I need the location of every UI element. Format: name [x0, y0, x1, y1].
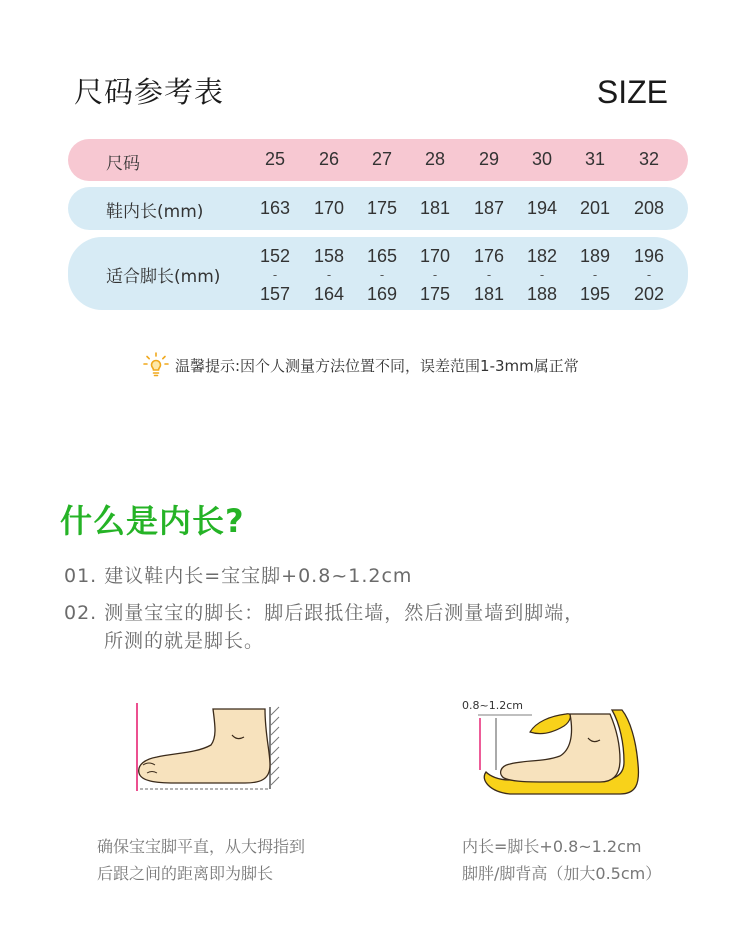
range-dash: - — [539, 268, 545, 282]
size-cell: 26 — [318, 149, 340, 169]
inner-length-row-label: 鞋内长(mm) — [106, 202, 204, 222]
section-title: 什么是内长? — [60, 502, 245, 540]
right-caption — [462, 833, 661, 887]
fit-min-cell: 152 — [259, 246, 291, 266]
note-2: 02. 测量宝宝的脚长：脚后跟抵住墙，然后测量墙到脚端， — [64, 602, 585, 624]
fit-min-cell: 170 — [419, 246, 451, 266]
inner-length-cell: 175 — [366, 198, 398, 218]
left-caption-line-1: 确保宝宝脚平直，从大拇指到 — [97, 837, 306, 856]
range-dash: - — [486, 268, 492, 282]
inner-length-cell: 201 — [579, 198, 611, 218]
fit-length-row — [68, 237, 688, 310]
fit-max-cell: 188 — [526, 284, 558, 304]
fit-min-cell: 189 — [579, 246, 611, 266]
range-dash: - — [326, 268, 332, 282]
right-caption-line-1: 内长=脚长+0.8~1.2cm — [462, 837, 642, 856]
size-cell: 27 — [371, 149, 393, 169]
size-cell: 29 — [478, 149, 500, 169]
fit-max-cell: 175 — [419, 284, 451, 304]
inner-length-cell: 187 — [473, 198, 505, 218]
size-cell: 31 — [584, 149, 606, 169]
fit-min-cell: 176 — [473, 246, 505, 266]
inner-length-cell: 163 — [259, 198, 291, 218]
size-cell: 32 — [638, 149, 660, 169]
fit-max-cell: 169 — [366, 284, 398, 304]
inner-length-cell: 181 — [419, 198, 451, 218]
note-1: 01. 建议鞋内长=宝宝脚+0.8~1.2cm — [64, 565, 413, 587]
range-dash: - — [592, 268, 598, 282]
range-dash: - — [272, 268, 278, 282]
fit-min-cell: 165 — [366, 246, 398, 266]
fit-max-cell: 181 — [473, 284, 505, 304]
size-row-label: 尺码 — [106, 154, 140, 174]
fit-min-cell: 182 — [526, 246, 558, 266]
fit-max-cell: 164 — [313, 284, 345, 304]
size-chart-title: 尺码参考表 — [74, 75, 225, 109]
note-2-continued: 所测的就是脚长。 — [104, 630, 265, 652]
fit-min-cell: 158 — [313, 246, 345, 266]
inner-length-cell: 170 — [313, 198, 345, 218]
measurement-tip — [143, 352, 579, 378]
left-caption-line-2: 后跟之间的距离即为脚长 — [97, 864, 274, 883]
size-chart-title-en: SIZE — [596, 74, 668, 110]
fit-min-cell: 196 — [633, 246, 665, 266]
inner-length-row — [68, 187, 688, 230]
range-dash: - — [379, 268, 385, 282]
range-dash: - — [646, 268, 652, 282]
fit-length-row-label: 适合脚长(mm) — [106, 267, 221, 287]
tip-text: 温馨提示:因个人测量方法位置不同，误差范围1-3mm属正常 — [175, 356, 579, 375]
measure-label: 0.8~1.2cm — [462, 699, 523, 712]
lightbulb-icon — [143, 352, 169, 378]
inner-length-cell: 194 — [526, 198, 558, 218]
foot-in-shoe-icon — [470, 700, 655, 800]
size-cell: 30 — [531, 149, 553, 169]
range-dash: - — [432, 268, 438, 282]
size-cell: 25 — [264, 149, 286, 169]
inner-length-cell: 208 — [633, 198, 665, 218]
fit-max-cell: 202 — [633, 284, 665, 304]
size-cell: 28 — [424, 149, 446, 169]
bare-foot-against-wall-icon — [125, 695, 295, 795]
fit-max-cell: 195 — [579, 284, 611, 304]
fit-max-cell: 157 — [259, 284, 291, 304]
right-caption-line-2: 脚胖/脚背高（加大0.5cm） — [462, 864, 662, 883]
size-row — [68, 139, 688, 181]
left-caption — [97, 833, 305, 887]
